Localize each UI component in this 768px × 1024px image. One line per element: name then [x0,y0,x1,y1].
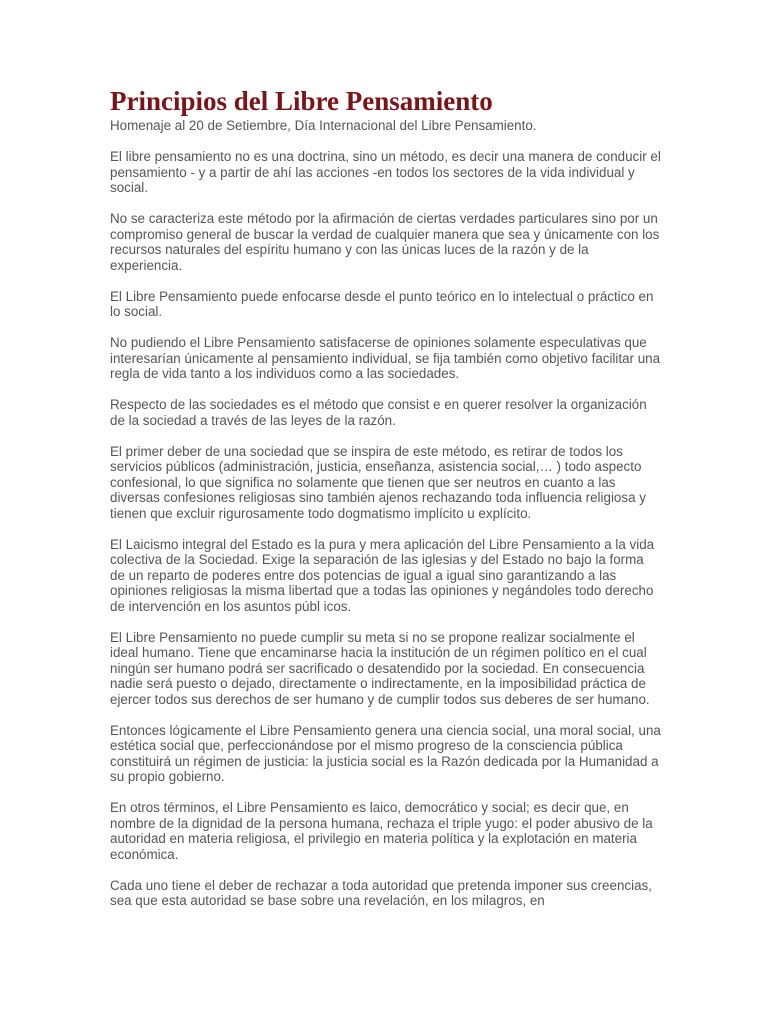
paragraph: El Libre Pensamiento puede enfocarse desde el punto teórico en lo intelectual o práctico en lo social. [110,288,654,319]
document-title: Principios del Libre Pensamiento [110,86,493,116]
paragraph: El Laicismo integral del Estado es la pura y mera aplicación del Libre Pensamiento a la vida colectiva de la Sociedad. Exige la separación de las iglesias y del Estado no bajo la forma de un reparto de poderes entre dos potencias de igual a igual sino garantizando a las opiniones religiosas la misma libertad que a todas las opiniones y negándoles todo derecho de intervención en los asuntos públ icos. [110,536,655,614]
document-body [110,84,662,924]
paragraph: En otros términos, el Libre Pensamiento es laico, democrático y social; es decir que, en nombre de la dignidad de la persona humana, rechaza el triple yugo: el poder abusivo de la autoridad en materia religiosa, el privilegio en materia política y la explotación en materia económica. [110,800,653,862]
paragraph: Respecto de las sociedades es el método que consist e en querer resolver la organización de la sociedad a través de las leyes de la razón. [110,397,647,428]
paragraph: El Libre Pensamiento no puede cumplir su meta si no se propone realizar socialmente el ideal humano. Tiene que encaminarse hacia la institución de un régimen político en el cual ningún ser humano podrá ser sacrificado o desatendido por la sociedad. En consecuencia nadie será puesto o dejado, directamente o indirectamente, en la imposibilidad práctica de ejercer todos sus derechos de ser humano y de cumplir todos sus deberes de ser humano. [110,629,650,707]
paragraph: El primer deber de una sociedad que se inspira de este método, es retirar de todos los servicios públicos (administración, justicia, enseñanza, asistencia social,… ) todo aspecto confesional, lo que significa no solamente que tienen que ser neutros en cuanto a las diversas confesiones religiosas sino también ajenos rechazando toda influencia religiosa y tienen que excluir rigurosamente todo dogmatismo implícito u explícito. [110,443,646,521]
paragraph: Entonces lógicamente el Libre Pensamiento genera una ciencia social, una moral social, una estética social que, perfeccionándose por el mismo progreso de la consciencia pública constituirá un régimen de justicia: la justicia social es la Razón dedicada por la Humanidad a su propio gobierno. [110,722,661,784]
paragraph: No pudiendo el Libre Pensamiento satisfacerse de opiniones solamente especulativas que interesarían únicamente al pensamiento individual, se fija también como objetivo facilitar una regla de vida tanto a los individuos como a las sociedades. [110,335,661,381]
paragraph: El libre pensamiento no es una doctrina, sino un método, es decir una manera de conducir el pensamiento - y a partir de ahí las acciones -en todos los sectores de la vida individual y social. [110,149,661,195]
paragraph: Cada uno tiene el deber de rechazar a toda autoridad que pretenda imponer sus creencias, sea que esta autoridad se base sobre una revelación, en los milagros, en [110,877,652,908]
paragraph: No se caracteriza este método por la afirmación de ciertas verdades particulares sino por un compromiso general de buscar la verdad de cualquier manera que sea y únicamente con los recursos naturales del espíritu humano y con las únicas luces de la razón y de la experiencia. [110,211,660,273]
document-subtitle: Homenaje al 20 de Setiembre, Día Internacional del Libre Pensamiento. [110,118,537,133]
